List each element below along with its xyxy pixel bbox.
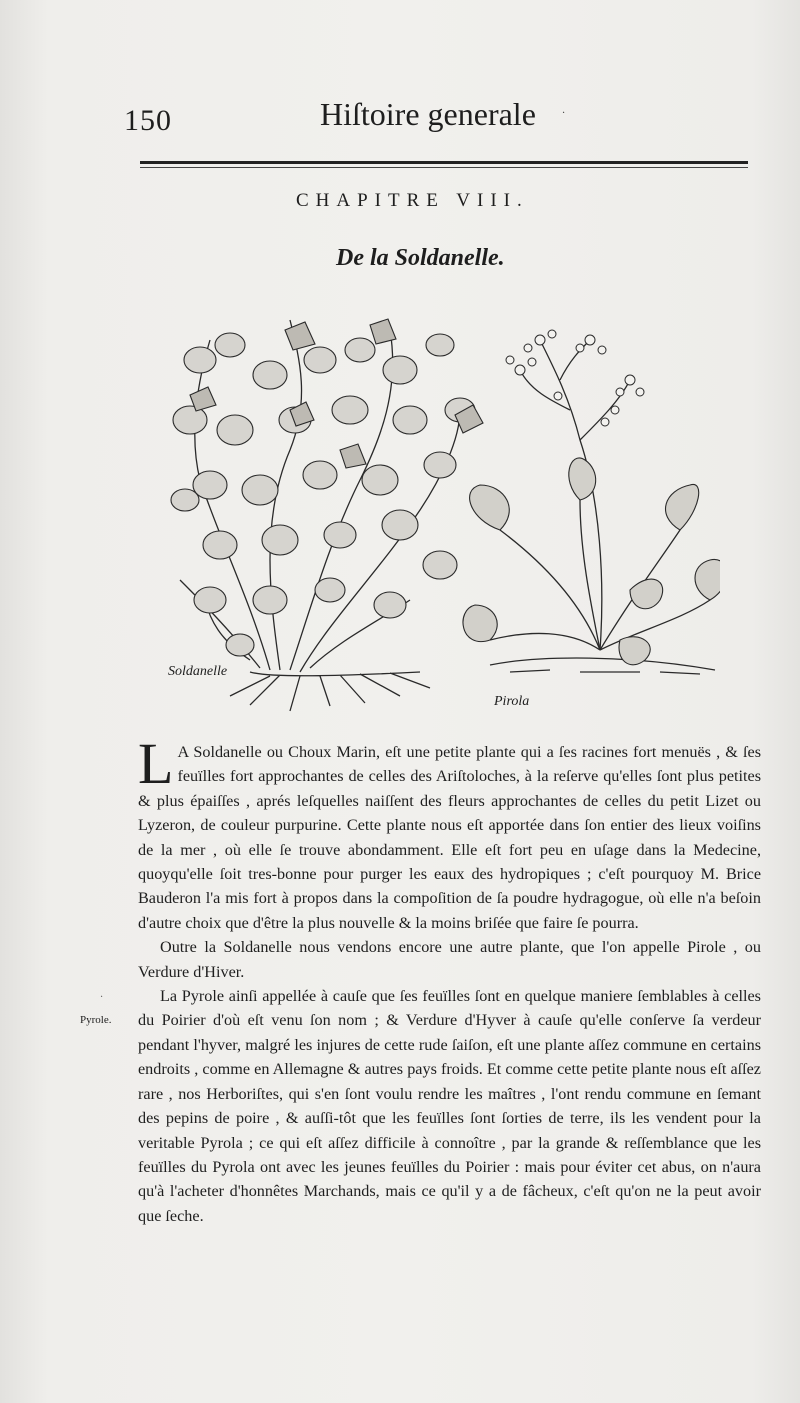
- soldanelle-plant: [180, 320, 460, 711]
- margin-note-pyrole: Pyrole.: [80, 1014, 112, 1026]
- engraving-illustration: [160, 300, 720, 720]
- paragraph-pirole-intro: Outre la Soldanelle nous vendons encore une autre plante, que l'on appelle Pirole , ou Verdure d'Hiver.: [138, 938, 761, 981]
- section-title: De la Soldanelle.: [336, 245, 505, 271]
- pirola-leaves: [463, 458, 720, 665]
- chapter-heading: CHAPITRE VIII.: [296, 190, 529, 211]
- paragraph-1-text: A Soldanelle ou Choux Marin, eſt une petite plante qui a ſes racines fort menuës , & ſes feuïlles fort approchantes de celles des Ariſtoloches, à la reſerve qu'elles ſont plus petites & plus épaiſſes , aprés leſquelles naiſſent des fleurs approchantes de celles du petit Lizet ou Lyzeron, de couleur purpurine. Cette plante nous eſt apportée dans ſon entier des lieux voiſins de la mer , où elle ſe trouve abondamment. Elle eſt fort peu en uſage dans la Medecine, quoyqu'elle ſoit tres-bonne pour purger les eaux des hydropiques ; c'eſt pourquoy M. Brice Bauderon l'a mis fort à propos dans la compoſition de ſa poudre hydragogue, où elle n'a beſoin d'autre choix que d'être la plus nouvelle & la moins briſée que faire ſe pourra.: [138, 743, 761, 932]
- body-text: [138, 731, 761, 1228]
- paragraph-pyrole: La Pyrole ainſi appellée à cauſe que ſes feuïlles ſont en quelque maniere ſemblables à celles du Poirier d'où eſt venu ſon nom ; & Verdure d'Hyver à cauſe qu'elle conſerve ſa verdeur pendant l'hyver, malgré les injures de cette rude ſaiſon, eſt une plante aſſez commune en certains endroits , comme en Allemagne & autres pays froids. Et comme cette petite plante nous eſt aſſez rare , nos Herboriſtes, qui s'en ſont voulu rendre les maîtres , l'ont rendu commune en ſemant des pepins de poire , & auſſi-tôt que les feuïlles ſont ſorties de terre, ils les vendent pour la veritable Pyrola ; ce qui eſt aſſez difficile à connoître , par la grande & reſſemblance que les feuïlles du Pyrola ont avec les jeunes feuïlles du Poirier : mais pour éviter cet abus, on n'aura qu'à l'acheter d'honnêtes Marchands, mais ce qu'il y a de fâcheux, c'eſt qu'on ne la peut avoir que ſeche.: [138, 987, 761, 1225]
- paragraph-soldanelle: [138, 731, 761, 935]
- running-title: Hiſtoire generale: [320, 96, 536, 132]
- margin-dot: ·: [100, 992, 104, 1003]
- plate-label-pirola: Pirola: [494, 694, 530, 709]
- stray-mark: ·: [562, 108, 566, 119]
- pirola-flowers: [506, 330, 644, 426]
- page-number: 150: [124, 104, 172, 137]
- botanical-engraving: [160, 300, 720, 720]
- drop-cap: L: [138, 731, 174, 796]
- header-rule-thick: [140, 161, 748, 164]
- header-rule-thin: [140, 167, 748, 168]
- plate-label-soldanelle: Soldanelle: [168, 664, 228, 679]
